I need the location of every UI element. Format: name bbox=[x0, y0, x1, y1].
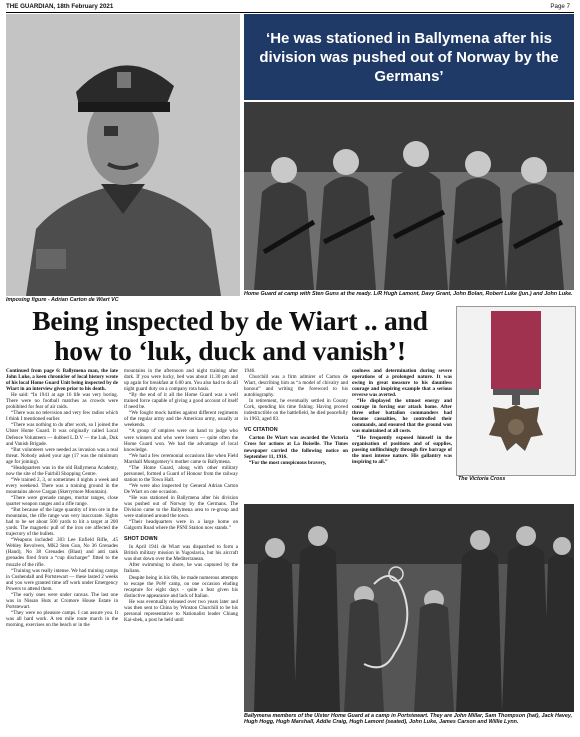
pull-quote: ‘He was stationed in Ballymena after his division was pushed out of Norway by the Germans’ bbox=[244, 14, 574, 100]
article-paragraph: “He was stationed in Ballymena after his division was pushed out of Norway by the Germans. The Division came to the Ballymena area to re-group and were stationed around the town. bbox=[124, 494, 238, 520]
article-column-2 bbox=[124, 368, 238, 736]
article-column-4 bbox=[352, 368, 452, 502]
article-paragraph: After swimming to shore, he was captured by the Italians. bbox=[124, 562, 238, 575]
page-number: Page 7 bbox=[550, 3, 570, 10]
article-paragraph: “For the most conspicuous bravery, bbox=[249, 459, 327, 466]
article-paragraph: He said: “In 1941 at age 16 life was very boring. There were no football matches as crowds were prohibited for fear of air raids. bbox=[6, 392, 118, 411]
article-column-1 bbox=[6, 368, 118, 736]
victoria-cross-photo bbox=[456, 306, 576, 476]
article-paragraph: “Headquarters was in the old Ballymena Academy, now the site of the Fairhill Shopping Centre. bbox=[6, 464, 118, 477]
masthead-rule bbox=[6, 12, 574, 13]
masthead-title: THE GUARDIAN, 18th February 2021 bbox=[6, 3, 114, 10]
article-paragraph: “There were grenade ranges, mortar ranges, close quarter weapon ranges and a rifle range. bbox=[6, 494, 118, 508]
article-paragraph: “Their headquarters were in a large home on Galgorm Road where the PSNI Station now stands.” bbox=[124, 519, 238, 532]
article-paragraph: “We had a few ceremonial occasions like when Field Marshall Montgomery’s mother came to Ballymena. bbox=[124, 452, 238, 465]
medal-caption: The Victoria Cross bbox=[458, 476, 506, 482]
article-paragraph: “But because of the large quantity of iron ore in the mountains, the rifle range was very inaccurate. Sights had to be set about 500 yards to hit a target at 200 yards. The magnetic pull of the iron ore affected the trajectory of the bullets. bbox=[6, 507, 118, 538]
camp-photo bbox=[244, 504, 574, 712]
article-paragraph: In April 1941 de Wiart was dispatched to form a British military mission in Yugoslavia, but his aircraft was shot down over the Mediterranean. bbox=[124, 544, 238, 563]
subheading-vc-citation: VC CITATION bbox=[244, 427, 278, 434]
article-paragraph: Churchill was a firm admirer of Carton de Wiart, describing him as “a model of chivalry and honour” and writing the foreword to his autobiography. bbox=[244, 374, 348, 399]
article-paragraph: “A group of umpires were on hand to judge who were winners and who were losers — quite often the Home Guard won. We had the advantage of local knowledge. bbox=[124, 428, 238, 453]
article-paragraph: In retirement, he eventually settled in County Cork, spending his time fishing. Having proved indestructible on the battlefield, he died peacefully in 1963, aged 83. bbox=[244, 398, 348, 423]
article-paragraph: “There was nothing to do after work, so I joined the Ulster Home Guard. It was originally called Local Defence Volunteers — dubbed L.D.V — the Luk, Duk and Vanish Brigade. bbox=[6, 422, 118, 447]
article-paragraph: He was eventually released over two years later and was then sent to China by Winston Churchill to be his personal representative to Nationalist leader Chiang Kai-shek, a post he held until bbox=[124, 598, 238, 623]
article-column-3 bbox=[244, 368, 348, 502]
article-paragraph: “The early ones were under canvas. The last one was in Nissan Huts at Cromore House Estate in Portstewart. bbox=[6, 591, 118, 610]
article-paragraph: “He displayed the utmost energy and courage in forcing our attack home. After three other battalion commanders had become casualties, he controlled their commands, and ensured that the ground won was maintained at all costs. bbox=[352, 398, 452, 435]
article-paragraph: “But volunteers were needed as invasion was a real threat. Nobody asked your age (17 was the minimum age for joining). bbox=[6, 446, 118, 465]
article-paragraph: coolness and determination during severe operations of a prolonged nature. It was owing in great measure to his dauntless courage and inspiring example that a serious reverse was averted. bbox=[352, 368, 452, 399]
portrait-caption: Imposing figure - Adrian Carton de Wiart VC bbox=[6, 297, 119, 303]
article-paragraph: “The Home Guard, along with other military personnel, formed a Guard of Honour from the railway station to the Town Hall. bbox=[124, 464, 238, 483]
article-paragraph: “Weapons included .303 Lee Enfield Rifle, .45 Webley Revolvers, MK2 Sten Gun, No 36 Grenades (Hand), No 38 Grenades (Blast) and anti tank grenades fired from a “cup discharger” fitted to the muzzle of the rifle. bbox=[6, 537, 118, 568]
camp-caption: Ballymena members of the Ulster Home Guard at a camp in Portstewart. They are John Millar, Sam Thompson (hat), Jack Havey, Hugh Hogg, Hugh Marshall, Addie Craig, Hugh Lamont (seated), John Luke, James Carson and Willie Lynn. bbox=[244, 713, 573, 726]
article-paragraph: “We were also inspected by General Adrian Carton De Wiart on one occasion. bbox=[124, 482, 238, 495]
headline: Being inspected by de Wiart .. and how to ‘luk, duck and vanish’! bbox=[32, 305, 428, 366]
article-paragraph: Carton De Wiart was awarded the Victoria Cross for actions at La Boiselle. The Times newspaper carried the following notice on September 11, 1916. bbox=[244, 435, 348, 460]
group-photo bbox=[244, 102, 574, 290]
article-paragraph: Continued from page 6: Ballymena man, the late John Luke, a keen chronicler of local history wrote of his local Home Guard Unit being inspected by de Wiart in an interview given prior to his death. bbox=[6, 368, 118, 393]
article-paragraph: “We trained 2, 3, or sometimes 4 nights a week and every weekend. There was a training ground in the mountains above Cargan (Skerrymore Mountain). bbox=[6, 476, 118, 495]
group-caption: Home Guard at camp with Sten Guns at the ready. L/R Hugh Lamont, Davy Grant, John Bolan, Robert Luke (jun.) and John Luke. bbox=[244, 291, 573, 297]
article-paragraph: 1946. bbox=[244, 368, 256, 374]
article-paragraph: “By the end of it all the Home Guard was a well trained force capable of giving a good account of itself if need be. bbox=[124, 392, 238, 411]
article-paragraph: mountains in the afternoon and night training after dark. If you were lucky, bed was about 11.30 pm and up again for breakfast at 6.00 am. You also had to do all night guard duty on a company rota basis. bbox=[124, 368, 238, 393]
article-paragraph: “They were no pleasure camps. I can assure you. It was all hard work. A ten mile route march in the morning, exercises on the beach or in the bbox=[6, 609, 118, 628]
subheading-shot-down: SHOT DOWN bbox=[124, 536, 158, 543]
article-paragraph: “He frequently exposed himself in the organisation of positions and of supplies, passing unflinchingly through fire barrage of the most intense nature. His gallantry was inspiring to all.” bbox=[352, 434, 452, 465]
article-paragraph: “We fought mock battles against different regiments of the regular army and the American army, usually at weekends. bbox=[124, 410, 238, 429]
article-paragraph: “Training was really intense. We had training camps in Cushendall and Portstewart — these lasted 2 weeks and you were granted time off work under Emergency Powers to attend them. bbox=[6, 567, 118, 592]
portrait-photo bbox=[6, 14, 240, 296]
article-paragraph: Despite being in his 60s, he made numerous attempts to escape the PoW camp, on one occasion eluding recapture for eight days - quite a feat given his distinctive appearance and lack of Italian. bbox=[124, 574, 238, 599]
article-paragraph: “There was no television and very few radios which I think I mentioned earlier. bbox=[6, 410, 118, 423]
